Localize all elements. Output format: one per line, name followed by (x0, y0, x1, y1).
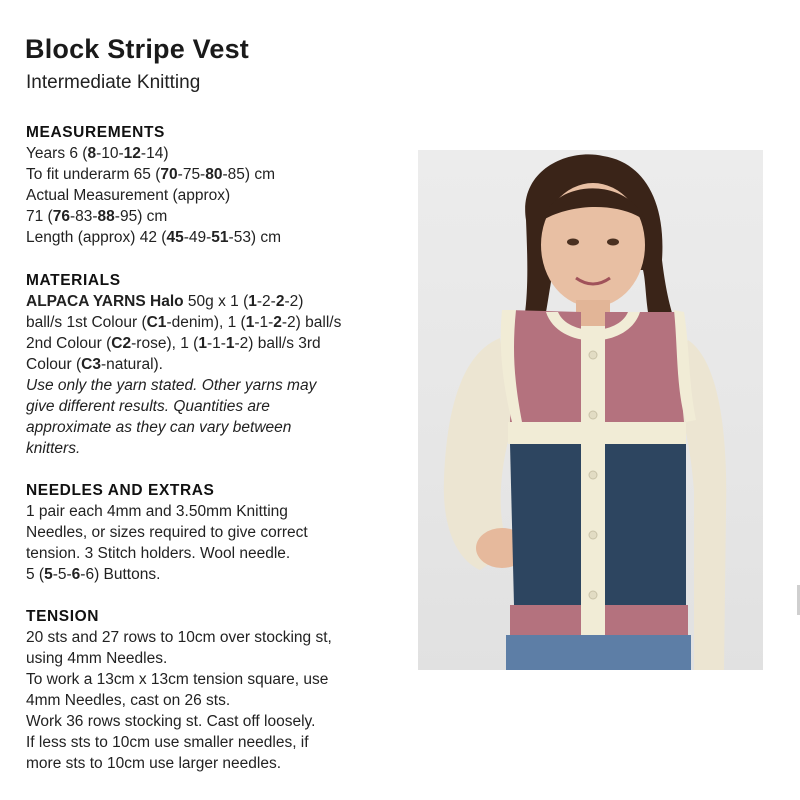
materials-note-2: give different results. Quantities are (26, 398, 270, 415)
tension-line-1: 20 sts and 27 rows to 10cm over stocking st, (26, 629, 332, 646)
materials-line-1: ALPACA YARNS Halo 50g x 1 (1-2-2-2) (26, 293, 304, 310)
materials-note-3: approximate as they can vary between (26, 419, 292, 436)
actual-measurement-line: 71 (76-83-88-95) cm (26, 208, 168, 225)
buttons-line: 5 (5-5-6-6) Buttons. (26, 566, 161, 583)
actual-measurement-label: Actual Measurement (approx) (26, 187, 231, 204)
materials-note-1: Use only the yarn stated. Other yarns may (26, 377, 317, 394)
tension-heading: TENSION (26, 608, 100, 625)
materials-line-4: Colour (C3-natural). (26, 356, 163, 373)
tension-line-2: using 4mm Needles. (26, 650, 168, 667)
materials-line-3: 2nd Colour (C2-rose), 1 (1-1-1-2) ball/s 3rd (26, 335, 321, 352)
materials-heading: MATERIALS (26, 272, 121, 289)
page-subtitle: Intermediate Knitting (26, 72, 201, 93)
measurements-section (26, 122, 406, 248)
jeans (506, 635, 691, 670)
vest-illustration (418, 150, 763, 670)
button-band (581, 326, 605, 636)
tension-line-4: 4mm Needles, cast on 26 sts. (26, 692, 231, 709)
underarm-line: To fit underarm 65 (70-75-80-85) cm (26, 166, 276, 183)
page-title: Block Stripe Vest (25, 34, 249, 64)
tension-line-6: If less sts to 10cm use smaller needles, if (26, 734, 309, 751)
tension-line-3: To work a 13cm x 13cm tension square, use (26, 671, 329, 688)
needles-line-3: tension. 3 Stitch holders. Wool needle. (26, 545, 291, 562)
measurements-heading: MEASUREMENTS (26, 124, 165, 141)
vest-photo (418, 150, 763, 670)
needles-section (26, 480, 406, 585)
tension-section (26, 606, 406, 774)
tension-line-5: Work 36 rows stocking st. Cast off loosely. (26, 713, 316, 730)
length-line: Length (approx) 42 (45-49-51-53) cm (26, 229, 282, 246)
years-line: Years 6 (8-10-12-14) (26, 145, 169, 162)
materials-section (26, 270, 406, 459)
materials-note-4: knitters. (26, 440, 81, 457)
materials-line-2: ball/s 1st Colour (C1-denim), 1 (1-1-2-2) ball/s (26, 314, 342, 331)
needles-line-1: 1 pair each 4mm and 3.50mm Knitting (26, 503, 288, 520)
tension-line-7: more sts to 10cm use larger needles. (26, 755, 282, 772)
needles-heading: NEEDLES AND EXTRAS (26, 482, 215, 499)
needles-line-2: Needles, or sizes required to give correct (26, 524, 308, 541)
